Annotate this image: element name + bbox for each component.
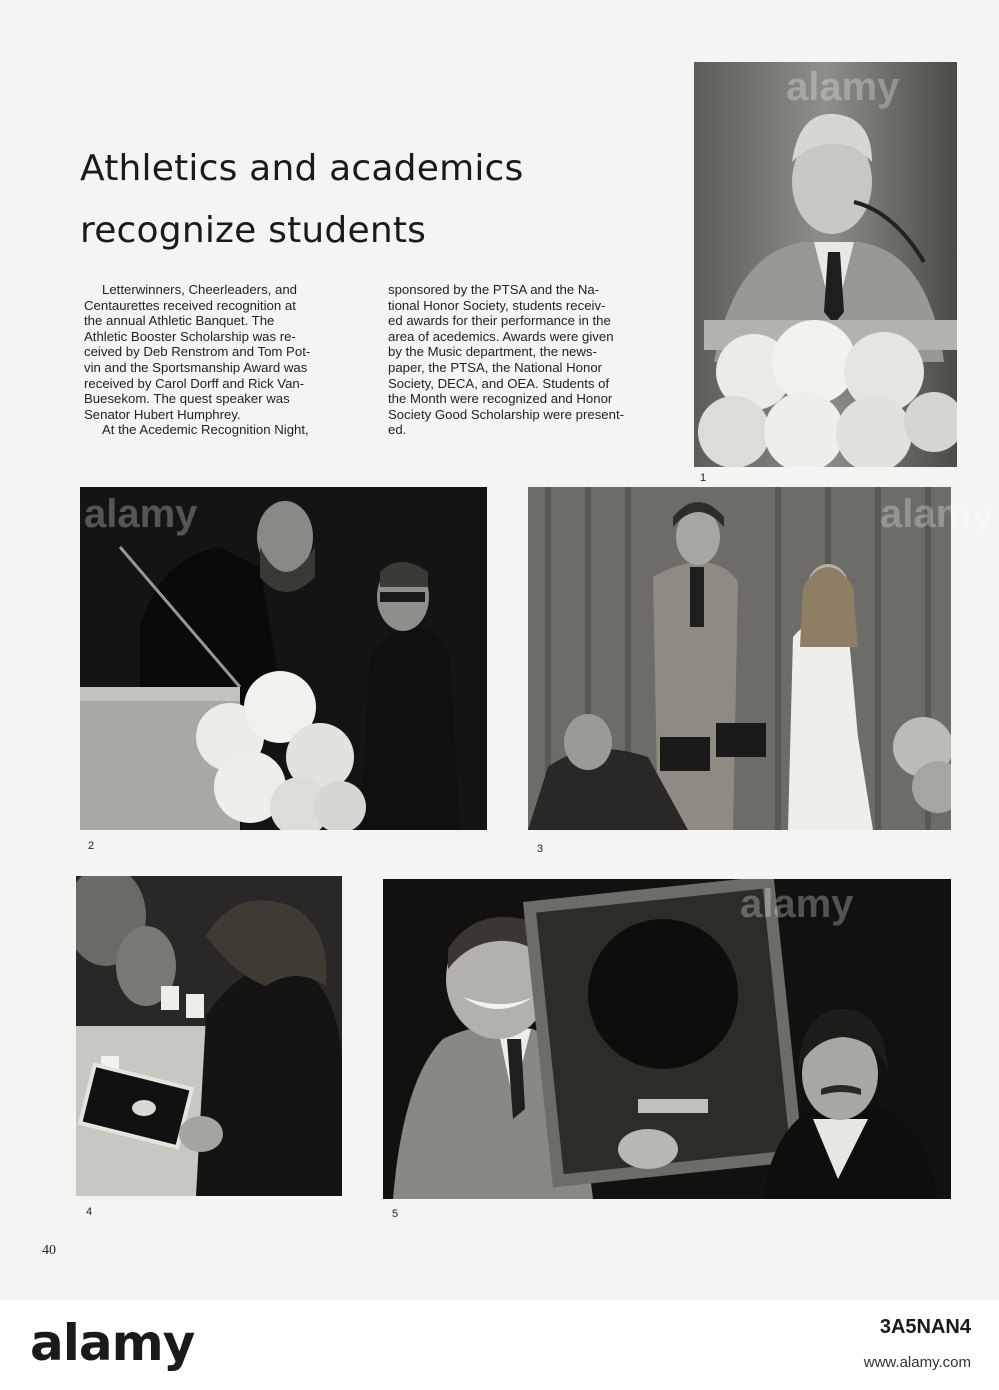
text-line: vin and the Sportsmanship Award was [84,359,308,375]
text-line: ed awards for their performance in the [388,313,611,329]
photo-2-image [80,487,487,830]
article-column-left [84,282,356,438]
photo-1-caption: 1 [700,472,707,484]
article-column-right [388,282,668,438]
text-line: ceived by Deb Renstrom and Tom Pot- [84,344,311,360]
text-line: Letterwinners, Cheerleaders, and [102,282,297,297]
text-line: Society Good Scholarship were present- [388,406,625,422]
headline-line-1: Athletics and academics [80,148,524,189]
text-line: Buesekom. The quest speaker was [84,391,290,407]
photo-2 [80,487,487,830]
watermark: alamy [786,65,900,109]
photo-5-image [383,879,951,1199]
alamy-logo: alamy [30,1314,195,1372]
stock-brand-bar [0,1300,999,1390]
photo-3 [528,487,951,830]
photo-1-image [694,62,957,467]
photo-2-caption: 2 [88,840,95,852]
photo-1 [694,62,957,467]
text-line: sponsored by the PTSA and the Na- [388,282,600,297]
text-line: Senator Hubert Humphrey. [84,406,241,422]
photo-4 [76,876,342,1196]
page-number: 40 [42,1243,56,1258]
watermark: alamy [84,492,198,536]
watermark: alamy [740,882,854,926]
photo-4-image [76,876,342,1196]
image-id: 3A5NAN4 [879,1316,971,1338]
text-line: by the Music department, the news- [388,344,597,360]
text-line: area of acedemics. Awards were given [388,328,614,344]
photo-4-caption: 4 [86,1206,93,1218]
photo-5 [383,879,951,1199]
photo-3-caption: 3 [537,843,544,855]
text-line: paper, the PTSA, the National Honor [388,359,603,375]
text-line: Athletic Booster Scholarship was re- [84,328,296,344]
headline-line-2: recognize students [80,210,427,251]
text-line: the Month were recognized and Honor [388,391,613,407]
watermark: alamy [880,492,994,536]
photo-3-image [528,487,951,830]
text-line: Centaurettes received recognition at [84,297,296,313]
text-line: the annual Athletic Banquet. The [84,313,275,329]
text-line: Society, DECA, and OEA. Students of [388,375,610,391]
brand-url[interactable]: www.alamy.com [863,1354,971,1371]
text-line: At the Acedemic Recognition Night, [102,422,309,438]
text-line: ed. [388,422,407,438]
photo-5-caption: 5 [392,1208,399,1220]
text-line: tional Honor Society, students receiv- [388,297,606,313]
text-line: received by Carol Dorff and Rick Van- [84,375,305,391]
